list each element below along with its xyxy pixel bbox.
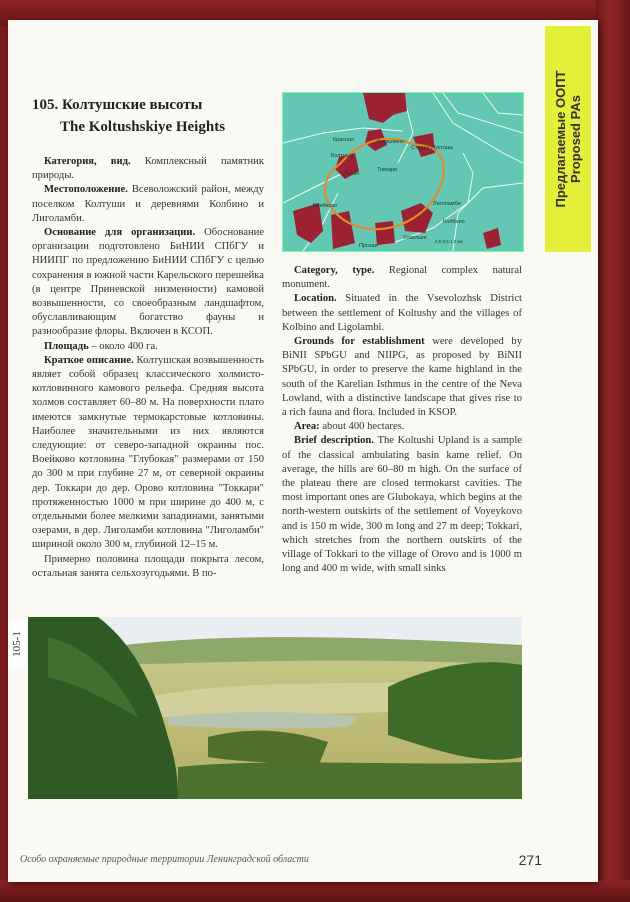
en-category bbox=[282, 264, 522, 292]
map-label-tokkari: Токкари bbox=[377, 167, 398, 173]
page-title bbox=[32, 94, 225, 138]
foreground-shrubs bbox=[178, 762, 522, 799]
ru-location-label: Местоположение. bbox=[44, 184, 128, 196]
map-label-staraya-pustosh: Старая Пустошь bbox=[411, 145, 454, 151]
photo-label-text: 105-1 bbox=[11, 631, 23, 657]
en-brief bbox=[282, 434, 522, 576]
russian-text-column bbox=[32, 155, 264, 581]
ru-location-value: Всеволожский район, между поселком Колтуши и деревнями Колбино и Лиголамби. bbox=[32, 184, 264, 224]
photo-label bbox=[8, 620, 26, 668]
ru-brief-value: Колтушская возвышенность являет собой образец классического холмисто-котловинного камового рельефа. Средняя высота холмов составляет 60–80 м. На поверхности плато имеются замкнутые термокарстовые котловины. Наиболее значительными из них являются следующие: от северо-западной окраины пос. Воейково котловина "Глубокая" размерами от 150 до 300 м при глубине 27 м, от северной окраины дер. Токкари до дер. Орово котловина "Токкари" протяженностью 1000 м при ширине до 400 м, с отдельными более мелкими западинами, занятыми озерами, в дер. Лиголамби котловина "Лиголамби" шириной около 300 м, глубиной 12–15 м. bbox=[32, 354, 264, 551]
ru-grounds bbox=[32, 226, 264, 340]
title-en: The Koltushskiye Heights bbox=[60, 119, 226, 135]
en-area bbox=[282, 420, 522, 434]
en-grounds-label: Grounds for establishment bbox=[294, 336, 425, 348]
landscape-photo bbox=[28, 617, 522, 799]
map-label-prozai: Прозаи bbox=[359, 243, 378, 249]
ru-location bbox=[32, 183, 264, 226]
map-label-orovo: Орово bbox=[343, 171, 360, 177]
section-tab-en: Proposed PAs bbox=[568, 95, 583, 183]
section-tab-text bbox=[553, 70, 583, 207]
map-label-voeykovo: Воейково bbox=[313, 203, 338, 209]
english-text-column bbox=[282, 264, 522, 576]
map-label-hyazelki: Хязельки bbox=[403, 235, 427, 241]
location-map bbox=[282, 92, 524, 252]
map-graphic bbox=[283, 93, 523, 251]
map-label-koltushi: Колтуши bbox=[331, 153, 354, 159]
ru-category-label: Категория, вид. bbox=[44, 156, 131, 167]
ru-category bbox=[32, 155, 264, 183]
ru-category-value: Комплексный памятник природы. bbox=[32, 156, 265, 182]
landscape-graphic bbox=[28, 617, 522, 799]
en-area-label: Area: bbox=[294, 421, 320, 433]
en-grounds-value: were developed by BiNII SPbGU and NIIPG, as proposed by BiNII SPbGU, in order to preserve the kame highland in the south of the Karelian Isthmus in the centre of the Neva Lowland, with a distinctive landscape that gives rise to a rich fauna and flora. Included in KSOP. bbox=[282, 336, 522, 419]
book-cover-bottom bbox=[0, 880, 630, 902]
en-area-value: about 400 hectares. bbox=[322, 421, 405, 433]
ru-brief-label: Краткое описание. bbox=[44, 354, 134, 366]
map-label-kolbino: Колбино bbox=[443, 219, 465, 225]
ru-area-value: – около 400 га. bbox=[88, 340, 158, 352]
en-category-label: Category, type. bbox=[294, 265, 375, 276]
map-label-kukushkino: Кукушкино bbox=[377, 139, 405, 145]
title-ru: 105. Колтушские высоты bbox=[32, 97, 203, 113]
footer-book-title: Особо охраняемые природные территории Ленинградской области bbox=[20, 854, 309, 865]
page-footer bbox=[20, 852, 542, 872]
en-location bbox=[282, 292, 522, 335]
ru-area bbox=[32, 340, 264, 354]
en-brief-label: Brief description. bbox=[294, 435, 374, 447]
section-tab-ru: Предлагаемые ООПТ bbox=[553, 70, 568, 208]
ru-brief bbox=[32, 354, 264, 553]
ru-last: Примерно половина площади покрыта лесом, остальная занята сельхозугодьями. В по- bbox=[32, 553, 264, 579]
page-number: 271 bbox=[518, 852, 542, 868]
map-label-ligolambi: Лиголамби bbox=[433, 201, 461, 207]
ru-area-label: Площадь bbox=[44, 340, 89, 352]
en-category-value: Regional complex natural monument. bbox=[282, 265, 522, 291]
ru-grounds-value: Обоснование организации подготовлено БиНИИ СПбГУ и НИИПГ по предложению БиНИИ СПбГУ с целью сохранения в южной части Карельского перешейка (в центре Приневской низменности) камовой возвышенности, со своеобразным ландшафтом, обуславливающим богатство фауны и разнообразие флоры. Включен в КСОП. bbox=[32, 227, 265, 338]
en-location-value: Situated in the Vsevolozhsk District between the settlement of Koltushy and the villages of Kolbino and Ligolambi. bbox=[282, 293, 522, 333]
en-brief-value: The Koltushi Upland is a sample of the classical ambulating basin kame relief. On average, the hills are 60–80 m high. On the surface of the plateau there are closed termokarst cavities. The most important ones are Glubokaya, which begins at the north-western outskirts of the settlement of Voyeykovo and is 150 m wide, 300 m long and 27 m deep; Tokkari, which stretches from the northern outskirts of the village of Tokkari to the village of Orovo and is 1000 m long and 400 m wide, with small sinks bbox=[282, 435, 522, 575]
en-location-label: Location. bbox=[294, 293, 337, 305]
en-grounds bbox=[282, 335, 522, 420]
map-label-krasnaya: Красная bbox=[333, 137, 355, 143]
ru-grounds-label: Основание для организации. bbox=[44, 227, 196, 239]
map-scale: 0,5 0,5 1,0 км bbox=[435, 239, 463, 244]
book-cover-right bbox=[596, 0, 630, 902]
